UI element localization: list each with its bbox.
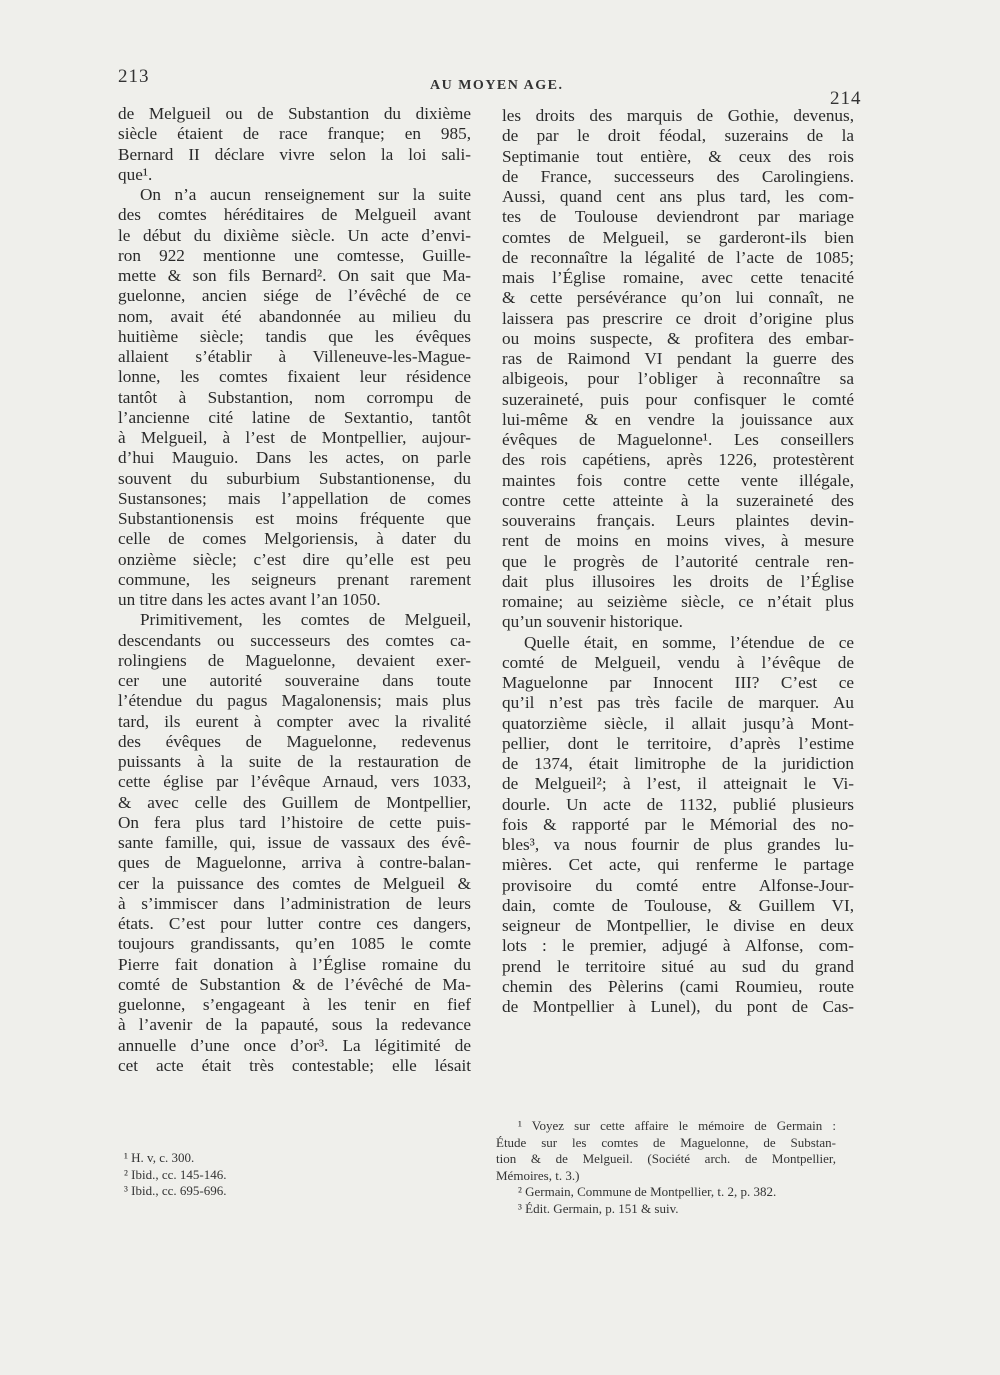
text-line: de Melgueil ou de Substantion du dixième (118, 104, 471, 123)
text-line: commune, les seigneurs prenant rarement (118, 569, 471, 589)
text-line: souverains français. Leurs plaintes devin- (502, 511, 854, 530)
text-line: à s’immiscer dans l’administration de leurs (118, 893, 471, 913)
text-line: Sustansones; mais l’appellation de comes (118, 488, 471, 508)
text-line: de France, successeurs des Carolingiens. (502, 166, 854, 186)
text-line: de 1374, était limitrophe de la juridiction (502, 754, 854, 773)
text-line: rolingiens de Maguelonne, devaient exer- (118, 650, 471, 670)
text-line: Quelle était, en somme, l’étendue de ce (524, 632, 854, 652)
text-line: cer une autorité souveraine dans toute (118, 671, 471, 690)
footnote-line: ³ Ibid., cc. 695-696. (124, 1183, 227, 1198)
text-line: des comtes héréditaires de Melgueil avant (118, 205, 471, 225)
text-line: prend le territoire situé au sud du grand (502, 956, 854, 976)
left-column (118, 104, 471, 1076)
text-line: romaine; au seizième siècle, ce n’était plus (502, 592, 854, 611)
text-line: nom, avait été abandonnée au milieu du (118, 306, 471, 326)
text-line: Pierre fait donation à l’Église romaine du (118, 954, 471, 974)
text-line: qu’il n’est pas très facile de marquer. Au (502, 693, 854, 713)
text-line: rent de moins en moins vives, à mesure (502, 531, 854, 551)
text-line: sante famille, qui, issue de vassaux des évê- (118, 833, 471, 852)
text-line: l’ancienne cité latine de Sextantio, tantôt (118, 407, 471, 427)
left-page-number: 213 (118, 66, 150, 87)
footnote-line: ³ Édit. Germain, p. 151 & suiv. (518, 1200, 679, 1216)
text-line: évêques de Maguelonne¹. Les conseillers (502, 430, 854, 449)
text-line: ques de Maguelonne, arriva à contre-balan- (118, 853, 471, 873)
text-line: Septimanie tout entière, & ceux des rois (502, 146, 854, 166)
footnote-line: Mémoires, t. 3.) (496, 1167, 580, 1183)
text-line: On fera plus tard l’histoire de cette puis- (118, 812, 471, 832)
text-line: albigeois, pour l’obliger à reconnaître sa (502, 369, 854, 389)
text-line: seigneur de Montpellier, le divise en deux (502, 916, 854, 935)
text-line: chemin des Pèlerins (cami Roumieu, route (502, 976, 854, 996)
text-line: mais l’Église romaine, avec cette tenacité (502, 268, 854, 287)
text-line: de reconnaître la légalité de l’acte de 1085; (502, 247, 854, 267)
running-header: AU MOYEN AGE. (430, 78, 564, 93)
text-line: cet acte était très contestable; elle lésait (118, 1055, 471, 1075)
text-line: ron 922 mentionne une comtesse, Guille- (118, 245, 471, 265)
text-line: On n’a aucun renseignement sur la suite (140, 185, 471, 204)
text-line: Substantionensis est moins fréquente que (118, 509, 471, 528)
text-line: d’hui Mauguio. Dans les actes, on parle (118, 448, 471, 468)
text-line: tard, ils eurent à compter avec la rivalité (118, 711, 471, 731)
text-line: souvent du suburbium Substantionense, du (118, 468, 471, 488)
text-line: Maguelonne par Innocent III? C’est ce (502, 673, 854, 692)
text-line: les droits des marquis de Gothie, devenus, (502, 106, 854, 125)
text-line: comté de Substantion & de l’évêché de Ma- (118, 974, 471, 994)
text-line: contre cette atteinte à la suzeraineté des (502, 490, 854, 510)
text-line: suzeraineté, puis pour confisquer le comté (502, 389, 854, 409)
footnote-line: tion & de Melgueil. (Société arch. de Montpellier, (496, 1151, 836, 1166)
text-line: mette & son fils Bernard². On sait que Ma- (118, 266, 471, 285)
text-line: l’étendue du pagus Magalonensis; mais plus (118, 691, 471, 711)
text-line: dain, comte de Toulouse, & Guillem VI, (502, 895, 854, 915)
footnote-line: ¹ Voyez sur cette affaire le mémoire de Germain : (518, 1118, 836, 1133)
text-line: le début du dixième siècle. Un acte d’envi- (118, 225, 471, 245)
text-line: de par le droit féodal, suzerains de la (502, 126, 854, 146)
text-line: à Melgueil, à l’est de Montpellier, aujour- (118, 428, 471, 447)
text-line: Primitivement, les comtes de Melgueil, (140, 610, 471, 630)
text-line: des rois capétiens, après 1226, protestèrent (502, 450, 854, 470)
text-line: & cette persévérance qu’on lui connaît, ne (502, 288, 854, 308)
text-line: siècle étaient de race franque; en 985, (118, 124, 471, 144)
text-line: laissera pas prescrire ce droit d’origine plus (502, 308, 854, 328)
text-line: descendants ou successeurs des comtes ca- (118, 630, 471, 650)
text-line: lonne, les comtes fixaient leur résidence (118, 367, 471, 387)
text-line: onzième siècle; c’est dire qu’elle est peu (118, 549, 471, 569)
text-line: lots : le premier, adjugé à Alfonse, com- (502, 936, 854, 956)
text-line: ou moins suspecte, & profitera des embar- (502, 328, 854, 348)
text-line: comté de Melgueil, vendu à l’évêque de (502, 652, 854, 672)
footnote-line: Étude sur les comtes de Maguelonne, de Substan- (496, 1134, 836, 1150)
text-line: guelonne, ancien siége de l’évêché de ce (118, 286, 471, 306)
text-line: dourle. Un acte de 1132, publié plusieurs (502, 794, 854, 814)
text-line: dait plus illusoires les droits de l’Église (502, 571, 854, 591)
text-line: de Montpellier à Lunel), du pont de Cas- (502, 997, 854, 1016)
text-line: puissants à la suite de la restauration de (118, 752, 471, 771)
text-line: fois & rapporté par le Mémorial des no- (502, 814, 854, 834)
text-line: des évêques de Maguelonne, redevenus (118, 731, 471, 751)
text-line: provisoire du comté entre Alfonse-Jour- (502, 875, 854, 895)
footnote-line: ² Germain, Commune de Montpellier, t. 2, p. 382. (518, 1184, 777, 1199)
text-line: Aussi, quand cent ans plus tard, les com- (502, 187, 854, 206)
text-line: de Melgueil²; à l’est, il atteignait le Vi- (502, 774, 854, 794)
text-line: tes de Toulouse deviendront par mariage (502, 207, 854, 227)
text-line: pellier, dont le territoire, d’après l’estime (502, 733, 854, 753)
text-line: & avec celle des Guillem de Montpellier, (118, 792, 471, 812)
text-line: annuelle d’une once d’or³. La légitimité de (118, 1035, 471, 1055)
text-line: à l’avenir de la papauté, sous la redevance (118, 1015, 471, 1035)
text-line: qu’un souvenir historique. (502, 612, 683, 632)
text-line: tantôt à Substantion, nom corrompu de (118, 387, 471, 407)
text-line: celle de comes Melgoriensis, à dater du (118, 529, 471, 549)
text-line: bles³, va nous fournir de plus grandes lu- (502, 835, 854, 854)
text-line: guelonne, s’engageant à les tenir en fief (118, 995, 471, 1014)
text-line: mières. Cet acte, qui renferme le partage (502, 855, 854, 875)
right-column (502, 106, 854, 1017)
text-line: états. C’est pour lutter contre ces dangers, (118, 914, 471, 933)
text-line: Bernard II déclare vivre selon la loi sali- (118, 144, 471, 164)
text-line: que¹. (118, 164, 153, 184)
text-line: cette église par l’évêque Arnaud, vers 1033, (118, 772, 471, 792)
text-line: maintes fois contre cette vente illégale, (502, 470, 854, 490)
text-line: quatorzième siècle, il allait jusqu’à Mont- (502, 713, 854, 733)
text-line: huitième siècle; tandis que les évêques (118, 326, 471, 346)
text-line: toujours grandissants, qu’en 1085 le comte (118, 934, 471, 954)
right-page-number: 214 (830, 88, 862, 109)
left-footnotes (124, 1150, 424, 1200)
text-line: lui-même & en vendre la jouissance aux (502, 409, 854, 429)
footnote-line: ² Ibid., cc. 145-146. (124, 1166, 227, 1182)
text-line: ras de Raimond VI pendant la guerre des (502, 349, 854, 368)
text-line: un titre dans les actes avant l’an 1050. (118, 590, 381, 609)
text-line: que le progrès de l’autorité centrale ren- (502, 551, 854, 571)
text-line: comtes de Melgueil, se garderont-ils bien (502, 227, 854, 247)
footnote-line: ¹ H. v, c. 300. (124, 1150, 195, 1165)
right-footnotes (496, 1118, 836, 1217)
text-line: cer la puissance des comtes de Melgueil & (118, 873, 471, 893)
text-line: allaient s’établir à Villeneuve-les-Mague- (118, 347, 471, 366)
